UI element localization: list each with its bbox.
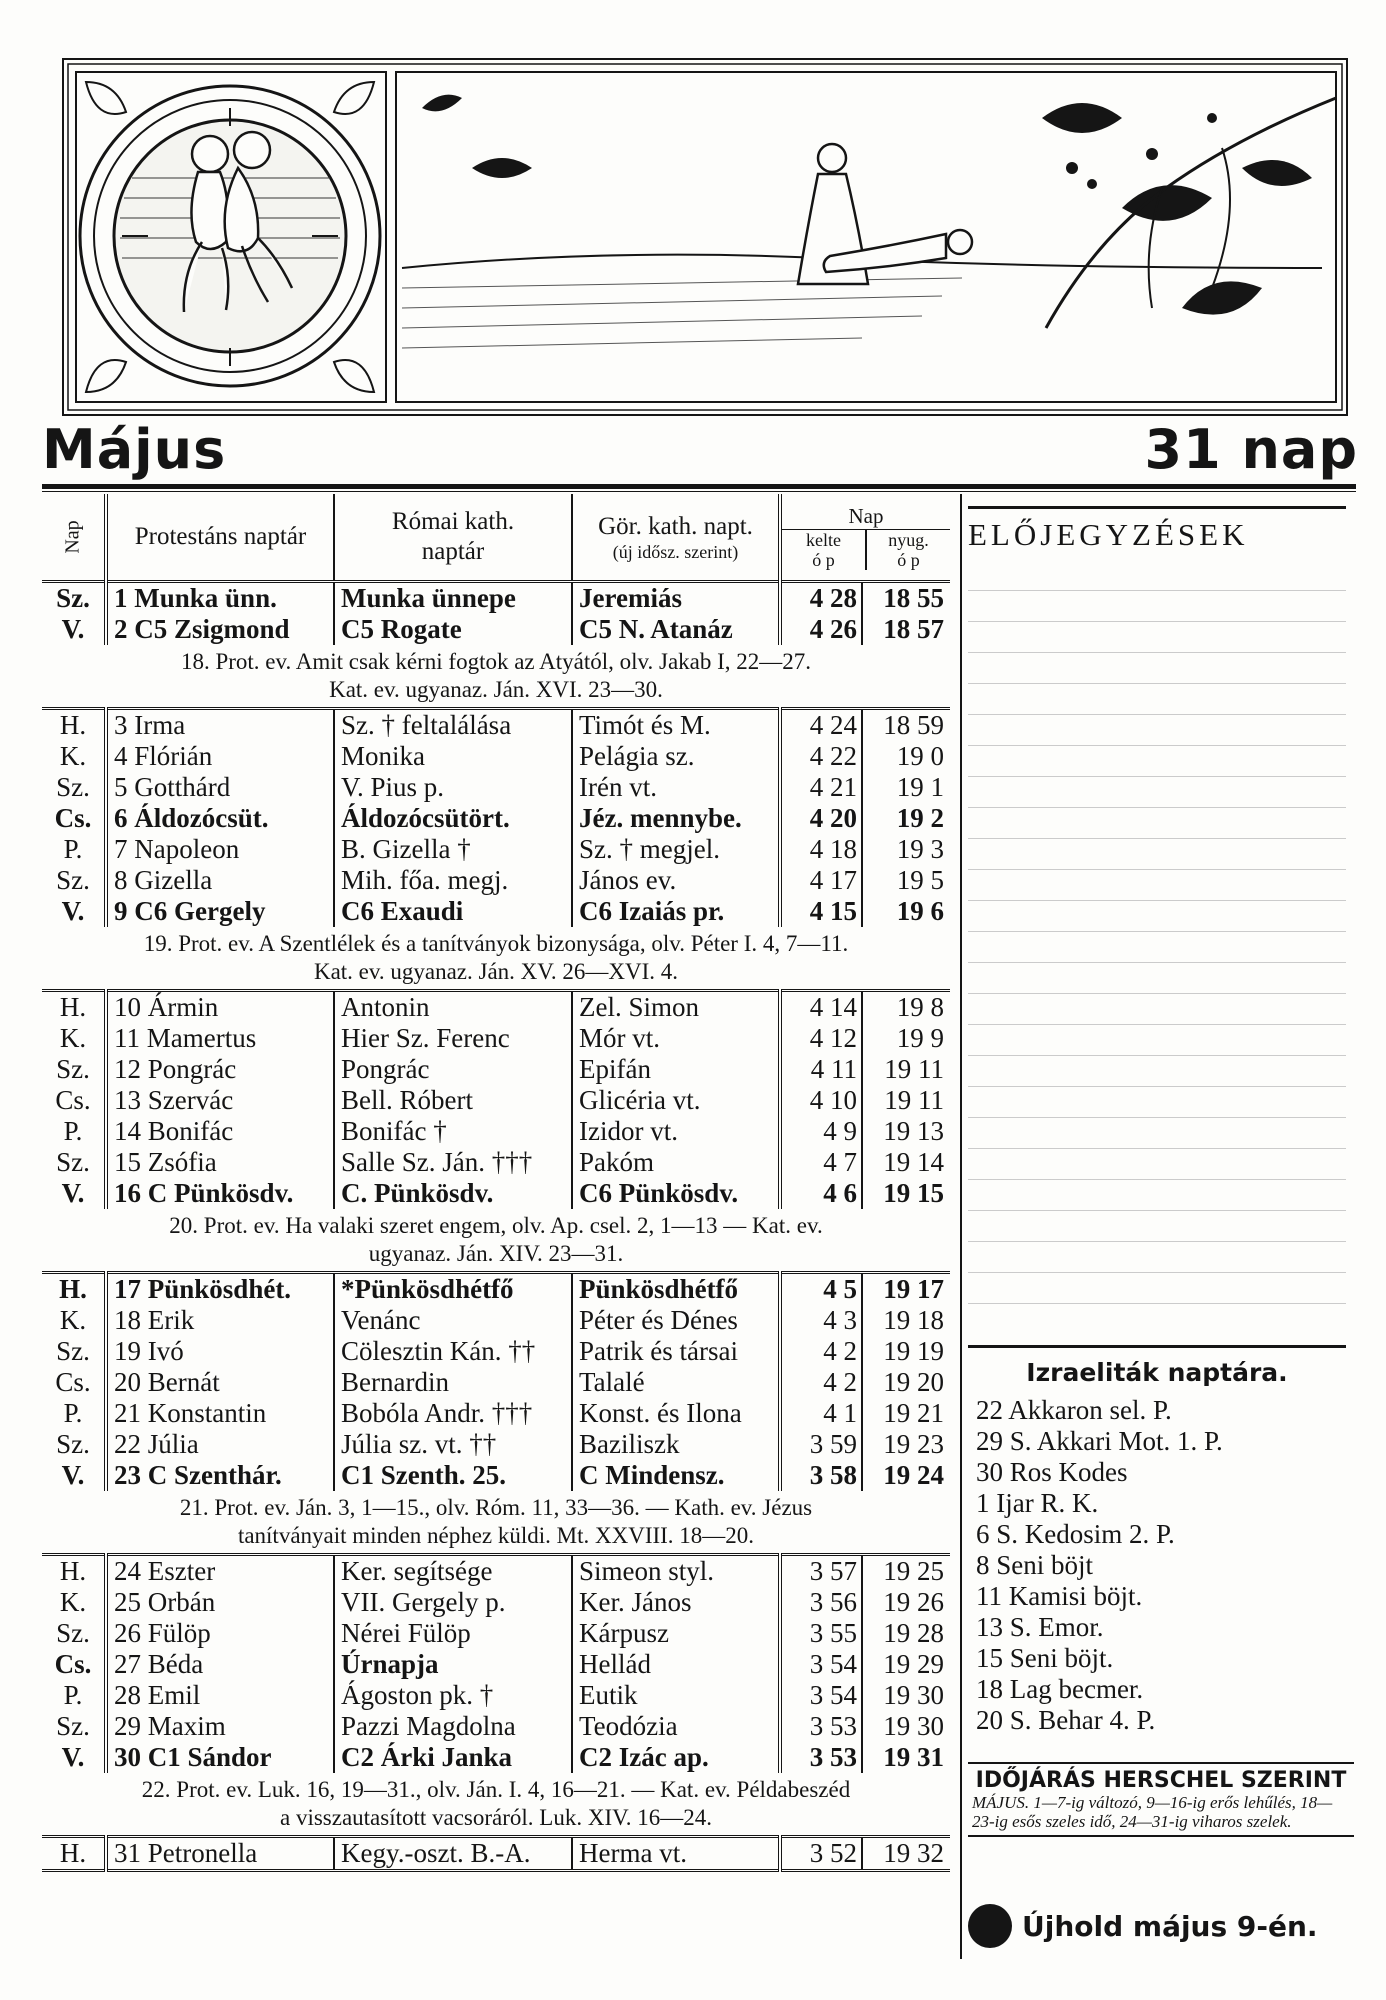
day-row [42, 1116, 950, 1147]
roman-catholic-name: VII. Gergely p. [334, 1587, 572, 1618]
day-row [42, 1618, 950, 1649]
day-row [42, 1460, 950, 1491]
day-row [42, 1742, 950, 1773]
sunset: 19 30 [862, 1711, 950, 1742]
day-abbrev: Sz. [56, 1054, 90, 1084]
greek-catholic-name: Talalé [572, 1367, 780, 1398]
day-abbrev: K. [59, 1023, 87, 1053]
greek-catholic-name: Hellád [572, 1649, 780, 1680]
sunrise: 4 24 [780, 709, 862, 742]
month-title: Május [42, 418, 227, 481]
sunset: 19 32 [862, 1837, 950, 1871]
protestant-name: 19 Ivó [106, 1336, 334, 1367]
sunset: 18 59 [862, 709, 950, 742]
sunset: 19 23 [862, 1429, 950, 1460]
col-protestans: Protestáns naptár [106, 494, 334, 582]
greek-catholic-name: Baziliszk [572, 1429, 780, 1460]
sunrise: 3 58 [780, 1460, 862, 1491]
protestant-name: 15 Zsófia [106, 1147, 334, 1178]
sunrise: 4 22 [780, 741, 862, 772]
protestant-name: 23 C Szenthár. [106, 1460, 334, 1491]
roman-catholic-name: Mih. főa. megj. [334, 865, 572, 896]
new-moon-text: Újhold május 9-én. [1022, 1909, 1318, 1943]
greek-catholic-name: Jeremiás [572, 582, 780, 615]
protestant-name: 5 Gotthárd [106, 772, 334, 803]
roman-catholic-name: Bernardin [334, 1367, 572, 1398]
sunset: 19 6 [862, 896, 950, 927]
protestant-name: 20 Bernát [106, 1367, 334, 1398]
day-abbrev: Sz. [56, 1336, 90, 1366]
sunset: 19 14 [862, 1147, 950, 1178]
day-row [42, 865, 950, 896]
jewish-calendar-item: 30 Ros Kodes [976, 1457, 1128, 1487]
day-row [42, 1680, 950, 1711]
gospel-row [42, 645, 950, 709]
protestant-name: 29 Maxim [106, 1711, 334, 1742]
day-row [42, 1085, 950, 1116]
title-rule-thin [42, 491, 1356, 492]
roman-catholic-name: Bonifác † [334, 1116, 572, 1147]
header-illustration [62, 58, 1348, 416]
sunset: 19 28 [862, 1618, 950, 1649]
gospel-line-1: 22. Prot. ev. Luk. 16, 19—31., olv. Ján. I. 4, 16—21. — Kat. ev. Példabeszéd [141, 1777, 851, 1802]
sunrise: 3 54 [780, 1680, 862, 1711]
weather-box [968, 1762, 1354, 1837]
roman-catholic-name: Munka ünnepe [334, 582, 572, 615]
sunrise: 4 9 [780, 1116, 862, 1147]
roman-catholic-name: V. Pius p. [334, 772, 572, 803]
day-abbrev: Sz. [56, 865, 90, 895]
sunrise: 3 59 [780, 1429, 862, 1460]
sunset: 19 9 [862, 1023, 950, 1054]
notes-lines [968, 560, 1346, 1305]
jewish-calendar-item: 22 Akkaron sel. P. [976, 1395, 1172, 1425]
roman-catholic-name: Bobóla Andr. ††† [334, 1398, 572, 1429]
jewish-calendar-item: 20 S. Behar 4. P. [976, 1705, 1156, 1735]
day-row [42, 1305, 950, 1336]
protestant-name: 13 Szervác [106, 1085, 334, 1116]
roman-catholic-name: C6 Exaudi [334, 896, 572, 927]
gospel-line-2: a visszautasított vacsoráról. Luk. XIV. 16—24. [279, 1805, 713, 1830]
day-row [42, 1336, 950, 1367]
roman-catholic-name: Ker. segítsége [334, 1555, 572, 1588]
sunset: 18 57 [862, 614, 950, 645]
sunset: 19 30 [862, 1680, 950, 1711]
sunrise: 3 56 [780, 1587, 862, 1618]
day-abbrev: K. [59, 1305, 87, 1335]
day-row [42, 1178, 950, 1209]
greek-catholic-name: Pünkösdhétfő [572, 1273, 780, 1306]
roman-catholic-name: Ágoston pk. † [334, 1680, 572, 1711]
jewish-calendar-item: 11 Kamisi böjt. [976, 1581, 1143, 1611]
day-row [42, 1054, 950, 1085]
day-abbrev: V. [61, 1178, 85, 1208]
sunrise: 3 54 [780, 1649, 862, 1680]
col-romai: Római kath. naptár [334, 494, 572, 582]
sunset: 19 31 [862, 1742, 950, 1773]
sunset: 18 55 [862, 582, 950, 615]
sunrise: 4 6 [780, 1178, 862, 1209]
sunset: 19 29 [862, 1649, 950, 1680]
roman-catholic-name: Hier Sz. Ferenc [334, 1023, 572, 1054]
protestant-name: 31 Petronella [106, 1837, 334, 1871]
gospel-line-2: ugyanaz. Ján. XIV. 23—31. [368, 1241, 624, 1266]
sunset: 19 2 [862, 803, 950, 834]
sunset: 19 26 [862, 1587, 950, 1618]
greek-catholic-name: Kárpusz [572, 1618, 780, 1649]
protestant-name: 22 Júlia [106, 1429, 334, 1460]
sunset: 19 1 [862, 772, 950, 803]
day-row [42, 1147, 950, 1178]
sunrise: 4 7 [780, 1147, 862, 1178]
calendar-table [42, 494, 950, 1872]
sunset: 19 13 [862, 1116, 950, 1147]
day-abbrev: K. [59, 1587, 87, 1617]
sidebar-divider [960, 494, 962, 1959]
day-row [42, 1429, 950, 1460]
greek-catholic-name: Eutik [572, 1680, 780, 1711]
new-moon [968, 1896, 1346, 1956]
protestant-name: 21 Konstantin [106, 1398, 334, 1429]
day-abbrev: V. [61, 614, 85, 644]
greek-catholic-name: Timót és M. [572, 709, 780, 742]
day-abbrev: K. [59, 741, 87, 771]
gospel-line-1: 20. Prot. ev. Ha valaki szeret engem, olv. Ap. csel. 2, 1—13 — Kat. ev. [169, 1213, 823, 1238]
protestant-name: 8 Gizella [106, 865, 334, 896]
protestant-name: 2 C5 Zsigmond [106, 614, 334, 645]
roman-catholic-name: Úrnapja [334, 1649, 572, 1680]
day-abbrev: Cs. [54, 803, 92, 833]
greek-catholic-name: Konst. és Ilona [572, 1398, 780, 1429]
day-abbrev: P. [63, 1116, 83, 1146]
sunrise: 3 57 [780, 1555, 862, 1588]
roman-catholic-name: Venánc [334, 1305, 572, 1336]
day-row [42, 1367, 950, 1398]
protestant-name: 7 Napoleon [106, 834, 334, 865]
roman-catholic-name: Bell. Róbert [334, 1085, 572, 1116]
gospel-line-1: 19. Prot. ev. A Szentlélek és a tanítványok bizonysága, olv. Péter I. 4, 7—11. [143, 931, 849, 956]
gospel-line-2: Kat. ev. ugyanaz. Ján. XVI. 23—30. [329, 677, 663, 702]
sunset: 19 21 [862, 1398, 950, 1429]
day-abbrev: H. [59, 1274, 87, 1304]
day-row [42, 1711, 950, 1742]
roman-catholic-name: C. Pünkösdv. [334, 1178, 572, 1209]
sunrise: 4 1 [780, 1398, 862, 1429]
day-abbrev: H. [59, 1556, 87, 1586]
day-abbrev: H. [59, 992, 87, 1022]
greek-catholic-name: János ev. [572, 865, 780, 896]
greek-catholic-name: Pakóm [572, 1147, 780, 1178]
day-abbrev: P. [63, 1398, 83, 1428]
gospel-row [42, 1491, 950, 1555]
protestant-name: 12 Pongrác [106, 1054, 334, 1085]
roman-catholic-name: Áldozócsütört. [334, 803, 572, 834]
sunrise: 4 21 [780, 772, 862, 803]
notes-title: ELŐJEGYZÉSEK [968, 506, 1346, 555]
day-abbrev: P. [63, 834, 83, 864]
greek-catholic-name: C6 Izaiás pr. [572, 896, 780, 927]
day-row [42, 709, 950, 742]
protestant-name: 11 Mamertus [106, 1023, 334, 1054]
day-row [42, 803, 950, 834]
gospel-text [42, 1491, 950, 1555]
gospel-line-2: Kat. ev. ugyanaz. Ján. XV. 26—XVI. 4. [313, 959, 679, 984]
protestant-name: 24 Eszter [106, 1555, 334, 1588]
sunset: 19 17 [862, 1273, 950, 1306]
sunset: 19 18 [862, 1305, 950, 1336]
day-abbrev: Sz. [56, 1147, 90, 1177]
sunset: 19 20 [862, 1367, 950, 1398]
sunrise: 4 11 [780, 1054, 862, 1085]
col-gor: Gör. kath. napt. (új idősz. szerint) [572, 494, 780, 582]
day-abbrev: Cs. [55, 1085, 91, 1115]
protestant-name: 1 Munka ünn. [106, 582, 334, 615]
protestant-name: 28 Emil [106, 1680, 334, 1711]
greek-catholic-name: Patrik és társai [572, 1336, 780, 1367]
day-abbrev: Sz. [56, 1618, 90, 1648]
protestant-name: 14 Bonifác [106, 1116, 334, 1147]
sunset: 19 15 [862, 1178, 950, 1209]
col-nap: Nap [42, 494, 106, 582]
greek-catholic-name: Mór vt. [572, 1023, 780, 1054]
greek-catholic-name: C Mindensz. [572, 1460, 780, 1491]
day-row [42, 741, 950, 772]
roman-catholic-name: Nérei Fülöp [334, 1618, 572, 1649]
protestant-name: 27 Béda [106, 1649, 334, 1680]
day-row [42, 1555, 950, 1588]
day-row [42, 834, 950, 865]
day-row [42, 582, 950, 615]
days-count: 31 nap [1144, 418, 1358, 481]
calendar-header [42, 494, 950, 582]
greek-catholic-name: Glicéria vt. [572, 1085, 780, 1116]
day-abbrev: H. [42, 1837, 106, 1871]
day-row [42, 1023, 950, 1054]
day-row [42, 896, 950, 927]
moon-icon [968, 1904, 1012, 1948]
gospel-row [42, 927, 950, 991]
protestant-name: 9 C6 Gergely [106, 896, 334, 927]
sunrise: 4 14 [780, 991, 862, 1024]
title-rule [42, 484, 1356, 489]
sunrise: 3 53 [780, 1742, 862, 1773]
weather-title: IDŐJÁRÁS HERSCHEL SZERINT [975, 1768, 1347, 1793]
day-abbrev: Sz. [56, 1711, 90, 1741]
roman-catholic-name: Pongrác [334, 1054, 572, 1085]
gospel-line-1: 18. Prot. ev. Amit csak kérni fogtok az Atyától, olv. Jakab I, 22—27. [180, 649, 812, 674]
day-row [42, 1837, 950, 1871]
roman-catholic-name: Kegy.-oszt. B.-A. [334, 1837, 572, 1871]
greek-catholic-name: Zel. Simon [572, 991, 780, 1024]
day-abbrev: Cs. [55, 1367, 91, 1397]
sunrise: 4 18 [780, 834, 862, 865]
gospel-text [42, 1773, 950, 1837]
jewish-calendar-item: 18 Lag becmer. [976, 1674, 1144, 1704]
roman-catholic-name: C5 Rogate [334, 614, 572, 645]
day-row [42, 1587, 950, 1618]
gospel-text [42, 927, 950, 991]
sunset: 19 3 [862, 834, 950, 865]
day-row [42, 991, 950, 1024]
roman-catholic-name: Pazzi Magdolna [334, 1711, 572, 1742]
field-scene [396, 72, 1336, 402]
sunset: 19 19 [862, 1336, 950, 1367]
sunrise: 4 2 [780, 1367, 862, 1398]
day-abbrev: V. [61, 1460, 85, 1490]
gospel-line-1: 21. Prot. ev. Ján. 3, 1—15., olv. Róm. 11, 33—36. — Kath. ev. Jézus [179, 1495, 813, 1520]
sunset: 19 11 [862, 1085, 950, 1116]
sunrise: 4 5 [780, 1273, 862, 1306]
day-abbrev: Sz. [56, 1429, 90, 1459]
jewish-calendar-item: 29 S. Akkari Mot. 1. P. [976, 1426, 1223, 1456]
sunrise: 4 2 [780, 1336, 862, 1367]
greek-catholic-name: C5 N. Atanáz [572, 614, 780, 645]
gospel-text [42, 645, 950, 709]
day-row [42, 772, 950, 803]
sunrise: 4 3 [780, 1305, 862, 1336]
greek-catholic-name: Teodózia [572, 1711, 780, 1742]
sunrise: 3 55 [780, 1618, 862, 1649]
day-abbrev: V. [61, 1742, 85, 1772]
sunrise: 4 15 [780, 896, 862, 927]
roman-catholic-name: Salle Sz. Ján. ††† [334, 1147, 572, 1178]
weather-text: MÁJUS. 1—7-ig változó, 9—16-ig erős lehűlés, 18—23-ig esős szeles idő, 24—31-ig viharos szelek. [972, 1793, 1333, 1831]
protestant-name: 4 Flórián [106, 741, 334, 772]
greek-catholic-name: Péter és Dénes [572, 1305, 780, 1336]
greek-catholic-name: Izidor vt. [572, 1116, 780, 1147]
roman-catholic-name: Monika [334, 741, 572, 772]
day-row [42, 1398, 950, 1429]
roman-catholic-name: Cölesztin Kán. †† [334, 1336, 572, 1367]
day-abbrev: P. [63, 1680, 83, 1710]
protestant-name: 16 C Pünkösdv. [106, 1178, 334, 1209]
day-abbrev: Sz. [56, 583, 90, 613]
roman-catholic-name: Júlia sz. vt. †† [334, 1429, 572, 1460]
jewish-calendar-item: 13 S. Emor. [976, 1612, 1104, 1642]
gospel-line-2: tanítványait minden néphez küldi. Mt. XXVIII. 18—20. [237, 1523, 755, 1548]
day-row [42, 614, 950, 645]
sunset: 19 11 [862, 1054, 950, 1085]
sunset: 19 0 [862, 741, 950, 772]
day-row [42, 1649, 950, 1680]
roman-catholic-name: C1 Szenth. 25. [334, 1460, 572, 1491]
greek-catholic-name: Irén vt. [572, 772, 780, 803]
protestant-name: 17 Pünkösdhét. [106, 1273, 334, 1306]
col-sun: Nap kelte nyug. ó p ó p [780, 494, 950, 582]
greek-catholic-name: C2 Izác ap. [572, 1742, 780, 1773]
sunset: 19 24 [862, 1460, 950, 1491]
sunrise: 4 28 [780, 582, 862, 615]
greek-catholic-name: C6 Pünkösdv. [572, 1178, 780, 1209]
sunrise: 4 26 [780, 614, 862, 645]
protestant-name: 18 Erik [106, 1305, 334, 1336]
sunrise: 3 53 [780, 1711, 862, 1742]
sunset: 19 25 [862, 1555, 950, 1588]
sunset: 19 8 [862, 991, 950, 1024]
protestant-name: 10 Ármin [106, 991, 334, 1024]
gospel-row [42, 1209, 950, 1273]
roman-catholic-name: Antonin [334, 991, 572, 1024]
greek-catholic-name: Pelágia sz. [572, 741, 780, 772]
jewish-calendar [968, 1345, 1346, 1736]
sunrise: 4 10 [780, 1085, 862, 1116]
protestant-name: 6 Áldozócsüt. [106, 803, 334, 834]
greek-catholic-name: Jéz. mennybe. [572, 803, 780, 834]
greek-catholic-name: Herma vt. [572, 1837, 780, 1871]
jewish-calendar-item: 1 Ijar R. K. [976, 1488, 1099, 1518]
gospel-row [42, 1773, 950, 1837]
jewish-calendar-item: 15 Seni böjt. [976, 1643, 1114, 1673]
day-abbrev: Cs. [54, 1649, 92, 1679]
greek-catholic-name: Ker. János [572, 1587, 780, 1618]
sunrise: 3 52 [780, 1837, 862, 1871]
protestant-name: 3 Irma [106, 709, 334, 742]
gospel-text [42, 1209, 950, 1273]
ornament-frame [76, 72, 386, 402]
protestant-name: 26 Fülöp [106, 1618, 334, 1649]
day-abbrev: H. [59, 710, 87, 740]
day-row [42, 1273, 950, 1306]
sunrise: 4 17 [780, 865, 862, 896]
jewish-calendar-title: Izraeliták naptára. [1026, 1358, 1288, 1387]
roman-catholic-name: *Pünkösdhétfő [334, 1273, 572, 1306]
greek-catholic-name: Simeon styl. [572, 1555, 780, 1588]
greek-catholic-name: Sz. † megjel. [572, 834, 780, 865]
jewish-calendar-item: 8 Seni böjt [976, 1550, 1094, 1580]
day-abbrev: V. [61, 896, 85, 926]
day-abbrev: Sz. [56, 772, 90, 802]
jewish-calendar-item: 6 S. Kedosim 2. P. [976, 1519, 1175, 1549]
protestant-name: 25 Orbán [106, 1587, 334, 1618]
roman-catholic-name: C2 Árki Janka [334, 1742, 572, 1773]
sunrise: 4 20 [780, 803, 862, 834]
sunrise: 4 12 [780, 1023, 862, 1054]
sunset: 19 5 [862, 865, 950, 896]
greek-catholic-name: Epifán [572, 1054, 780, 1085]
roman-catholic-name: B. Gizella † [334, 834, 572, 865]
protestant-name: 30 C1 Sándor [106, 1742, 334, 1773]
roman-catholic-name: Sz. † feltalálása [334, 709, 572, 742]
